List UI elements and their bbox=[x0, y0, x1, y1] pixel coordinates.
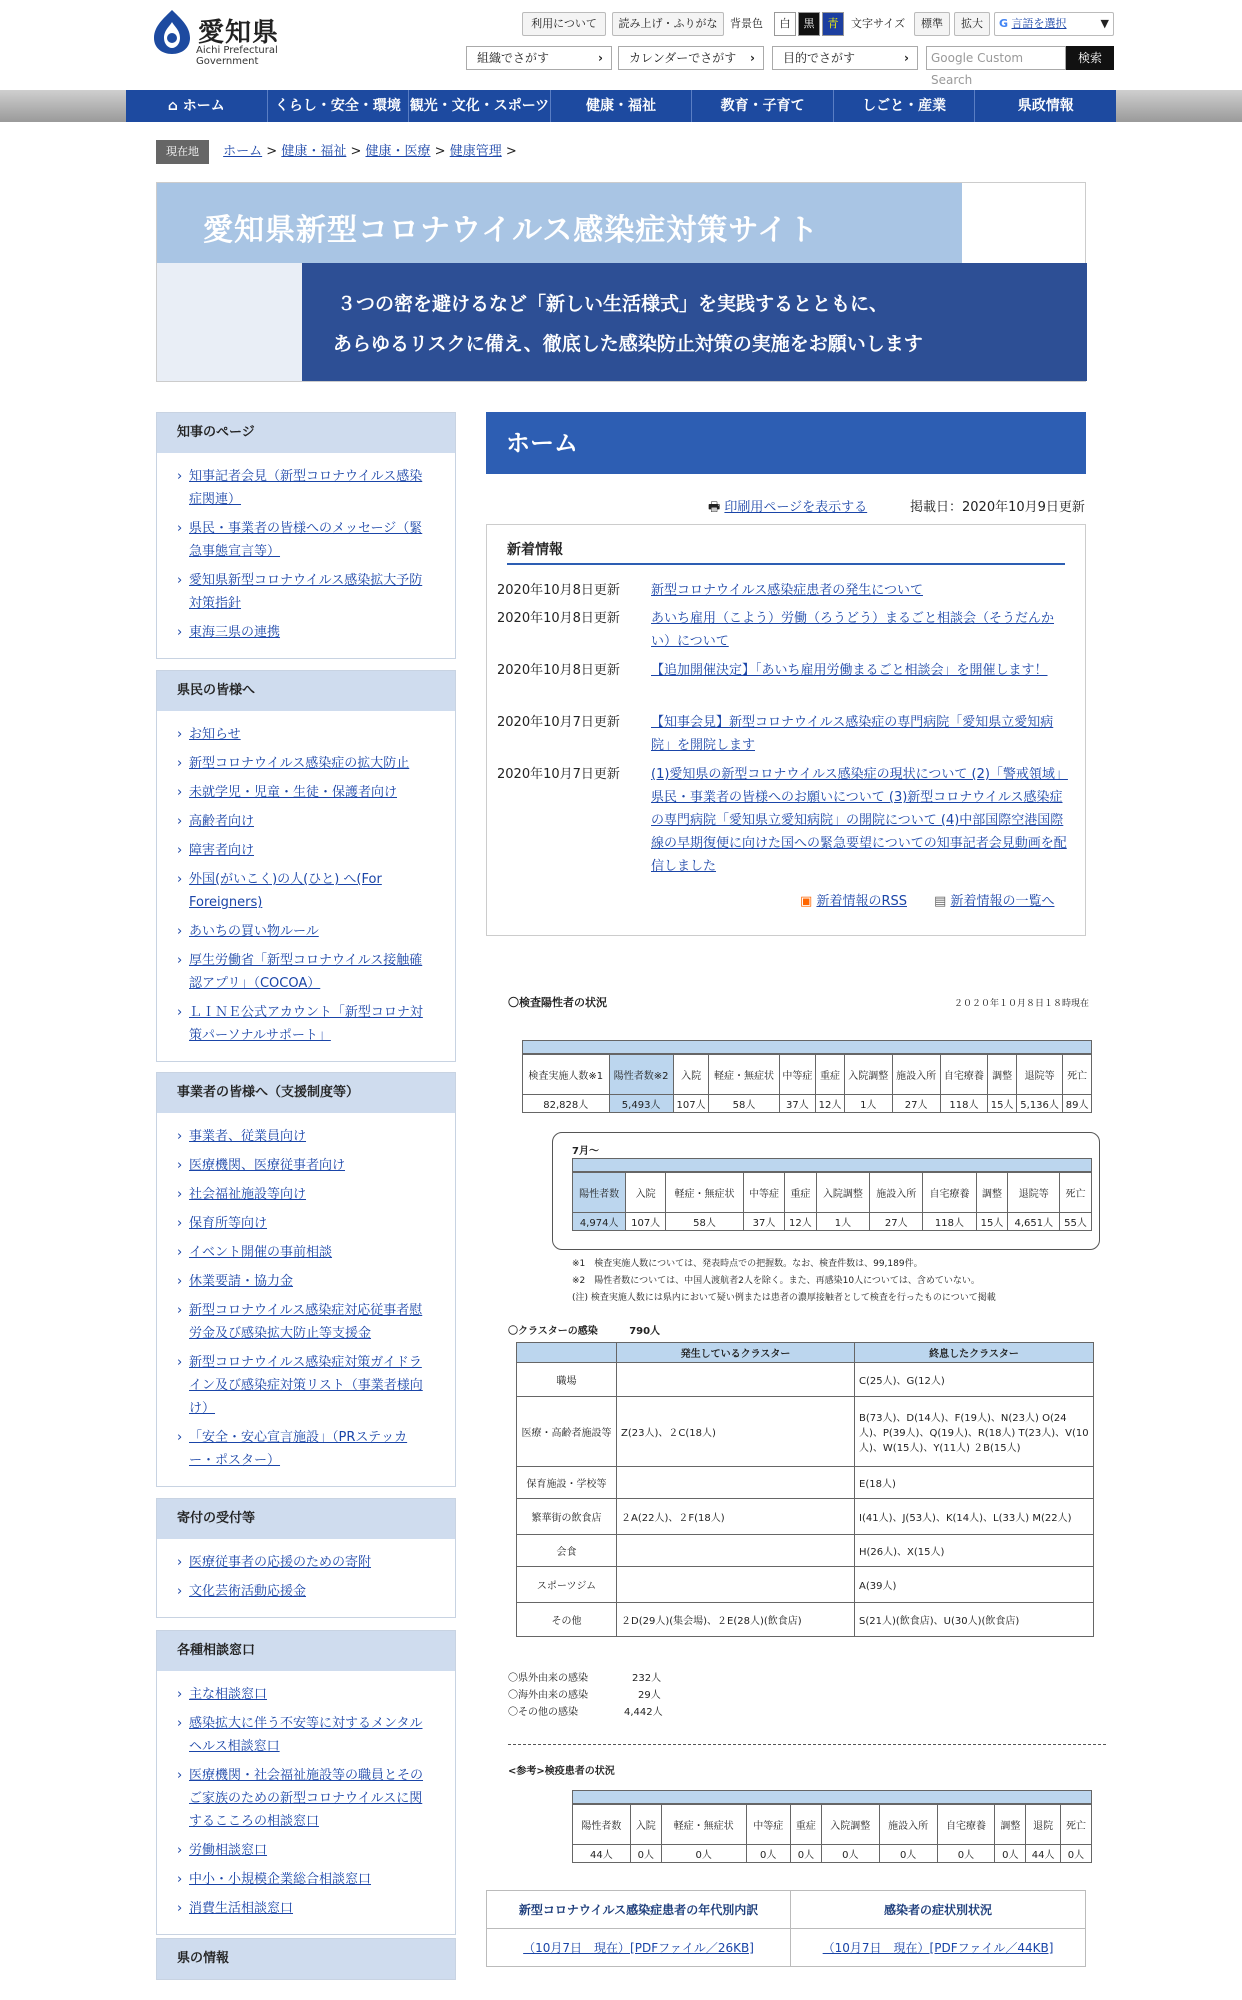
sidebar-list bbox=[157, 711, 455, 1061]
covid-banner[interactable] bbox=[156, 182, 1086, 382]
divider bbox=[508, 1744, 1106, 1745]
sidebar-item bbox=[177, 1868, 431, 1891]
sidebar-link[interactable]: イベント開催の事前相談 bbox=[189, 1245, 333, 1260]
banner-left-block bbox=[157, 263, 302, 381]
stat-header-cell: 死亡 bbox=[1063, 1055, 1092, 1095]
stat-value-cell: 1人 bbox=[816, 1213, 869, 1231]
sidebar-item bbox=[177, 517, 431, 563]
search-button[interactable]: 検索 bbox=[1066, 46, 1114, 70]
stat-header-cell: 調整 bbox=[995, 1805, 1026, 1845]
sidebar-link[interactable]: 知事記者会見（新型コロナウイルス感染症関連） bbox=[189, 469, 423, 507]
stat-value-cell: 0人 bbox=[630, 1845, 661, 1863]
logo-subtitle: Aichi Prefectural Government bbox=[196, 45, 278, 67]
cluster-closed-cell: A(39人) bbox=[855, 1567, 1094, 1603]
pdf-link[interactable]: （10月7日 現在）[PDFファイル／26KB] bbox=[523, 1941, 754, 1955]
other-infection-row bbox=[508, 1687, 663, 1704]
stat-header-cell: 入院 bbox=[673, 1055, 709, 1095]
status-note: ※1 検査実施人数については、発表時点での把握数。なお、検査件数は、99,189件。 bbox=[572, 1259, 923, 1269]
chevron-right-icon: › bbox=[750, 51, 755, 65]
pdf-table bbox=[486, 1890, 1086, 1967]
news-link[interactable]: 新型コロナウイルス感染症患者の発生について bbox=[651, 583, 923, 598]
stat-value-cell: 15人 bbox=[988, 1095, 1017, 1113]
sidebar-item bbox=[177, 781, 431, 804]
news-link[interactable]: 【知事会見】新型コロナウイルス感染症の専門病院「愛知県立愛知病院」を開院します bbox=[651, 715, 1054, 753]
stat-header-cell: 死亡 bbox=[1060, 1805, 1091, 1845]
font-large-button[interactable]: 拡大 bbox=[954, 12, 990, 36]
stat-value-cell: 118人 bbox=[940, 1095, 988, 1113]
status-note: ※2 陽性者数については、中国人渡航者2人を除く。また、再感染10人については、含めていない。 bbox=[572, 1276, 980, 1286]
gnav-work[interactable]: しごと・産業 bbox=[834, 90, 976, 122]
sidebar-list bbox=[157, 1671, 455, 1934]
sidebar-link[interactable]: 主な相談窓口 bbox=[189, 1687, 268, 1702]
cluster-category-cell: スポーツジム bbox=[517, 1567, 617, 1603]
stat-value-cell: 5,136人 bbox=[1016, 1095, 1062, 1113]
prefecture-emblem-icon bbox=[150, 8, 194, 56]
sidebar-item bbox=[177, 1125, 431, 1148]
status-title: 〇検査陽性者の状況 bbox=[508, 996, 607, 1009]
cluster-row bbox=[517, 1603, 1094, 1637]
rss-icon: ▣ bbox=[800, 894, 813, 909]
search-by-purpose-select[interactable] bbox=[772, 46, 918, 70]
bg-color-label: 背景色 bbox=[730, 17, 763, 30]
gnav-tourism[interactable]: 観光・文化・スポーツ bbox=[409, 90, 551, 122]
sidebar-item bbox=[177, 1580, 431, 1603]
sidebar-item bbox=[177, 839, 431, 862]
sidebar-section-title: 各種相談窓口 bbox=[157, 1631, 455, 1671]
sidebar-item bbox=[177, 1551, 431, 1574]
news-date: 2020年10月8日更新 bbox=[497, 583, 620, 598]
stat-value-cell: 37人 bbox=[744, 1213, 785, 1231]
cluster-active-cell bbox=[617, 1567, 855, 1603]
cluster-category-cell: 繁華街の飲食店 bbox=[517, 1499, 617, 1535]
stat-value-cell: 44人 bbox=[1026, 1845, 1061, 1863]
stat-header-cell: 軽症・無症状 bbox=[661, 1805, 746, 1845]
other-infection-row bbox=[508, 1670, 663, 1687]
sidebar-link[interactable]: 東海三県の連携 bbox=[189, 625, 281, 640]
sidebar-item bbox=[177, 752, 431, 775]
breadcrumb-link[interactable]: 健康管理 bbox=[449, 144, 502, 159]
cluster-category-cell: 会食 bbox=[517, 1535, 617, 1567]
sidebar-link[interactable]: 感染拡大に伴う不安等に対するメンタルヘルス相談窓口 bbox=[189, 1716, 423, 1754]
breadcrumb-link[interactable]: ホーム bbox=[223, 144, 263, 159]
cluster-closed-cell: H(26人)、X(15人) bbox=[855, 1535, 1094, 1567]
stat-value-cell: 5,493人 bbox=[609, 1095, 673, 1113]
stat-value-cell: 118人 bbox=[923, 1213, 976, 1231]
bg-white-button[interactable]: 白 bbox=[774, 12, 796, 36]
news-link[interactable]: (1)愛知県の新型コロナウイルス感染症の現状について (2)「警戒領域」県民・事業者の皆様へのお願いについて (3)新型コロナウイルス感染症の専門病院「愛知県立愛知病院」の開院について (4)中部国際空港国際線の早期復便に向けた国への緊急要望についての知事記者会見動画を配信しました bbox=[651, 767, 1068, 874]
status-table bbox=[522, 1054, 1092, 1113]
dropdown-arrow-icon: ▼ bbox=[1100, 17, 1109, 30]
sidebar-item bbox=[177, 723, 431, 746]
gnav-health[interactable]: 健康・福祉 bbox=[551, 90, 693, 122]
sidebar-item bbox=[177, 810, 431, 833]
stat-header-cell: 死亡 bbox=[1060, 1173, 1092, 1213]
stat-value-cell: 0人 bbox=[995, 1845, 1026, 1863]
sidebar-item bbox=[177, 1001, 431, 1047]
print-link-label[interactable]: 印刷用ページを表示する bbox=[724, 500, 868, 515]
reference-table bbox=[572, 1804, 1092, 1863]
other-infection-label: 〇海外由来の感染 bbox=[508, 1690, 588, 1701]
sidebar-item bbox=[177, 1241, 431, 1264]
cluster-active-cell: ２A(22人)、２F(18人) bbox=[617, 1499, 855, 1535]
sidebar-item bbox=[177, 949, 431, 995]
cluster-table bbox=[516, 1342, 1094, 1637]
news-date: 2020年10月8日更新 bbox=[497, 611, 620, 626]
other-infection-value: 232人 bbox=[632, 1673, 662, 1684]
stat-header-cell: 軽症・無症状 bbox=[709, 1055, 779, 1095]
cluster-row bbox=[517, 1397, 1094, 1467]
sidebar-link[interactable]: 外国(がいこく)の人(ひと) へ(For Foreigners) bbox=[189, 872, 382, 910]
sidebar-link[interactable]: 新型コロナウイルス感染症の拡大防止 bbox=[189, 756, 410, 771]
sidebar-link[interactable]: ＬＩＮＥ公式アカウント「新型コロナ対策パーソナルサポート」 bbox=[189, 1005, 423, 1043]
gnav-label: ホーム bbox=[182, 98, 225, 114]
sidebar-list bbox=[157, 1113, 455, 1486]
cluster-closed-cell: E(18人) bbox=[855, 1467, 1094, 1499]
status-notes bbox=[572, 1256, 996, 1307]
cluster-row bbox=[517, 1467, 1094, 1499]
sidebar-link[interactable]: 保育所等向け bbox=[189, 1216, 268, 1231]
sidebar-list bbox=[157, 453, 455, 658]
stat-value-cell: 58人 bbox=[709, 1095, 779, 1113]
site-header bbox=[0, 0, 1242, 92]
gnav-home[interactable] bbox=[126, 90, 268, 122]
banner-message-line1: ３つの密を避けるなど「新しい生活様式」を実践するとともに、 bbox=[337, 293, 889, 315]
stat-header-cell: 施設入所 bbox=[892, 1055, 940, 1095]
stat-value-cell: 27人 bbox=[892, 1095, 940, 1113]
stat-value-cell: 12人 bbox=[784, 1213, 816, 1231]
cluster-header-closed: 終息したクラスター bbox=[855, 1343, 1094, 1363]
other-infection-row bbox=[508, 1704, 663, 1721]
news-title-underline bbox=[507, 563, 1065, 565]
stat-header-cell: 軽症・無症状 bbox=[666, 1173, 744, 1213]
cluster-count: 790人 bbox=[629, 1326, 661, 1337]
sidebar-link[interactable]: 新型コロナウイルス感染症対応従事者慰労金及び感染拡大防止等支援金 bbox=[189, 1303, 423, 1341]
sidebar-link[interactable]: 厚生労働省「新型コロナウイルス接触確認アプリ」（COCOA） bbox=[189, 953, 423, 991]
cluster-title-label: 〇クラスターの感染 bbox=[508, 1326, 598, 1337]
stat-header-cell: 陽性者数※2 bbox=[609, 1055, 673, 1095]
sidebar-link[interactable]: 文化芸術活動応援金 bbox=[189, 1584, 307, 1599]
site-logo[interactable] bbox=[150, 8, 340, 67]
stat-header-cell: 入院調整 bbox=[821, 1805, 879, 1845]
other-infection-list bbox=[508, 1670, 663, 1721]
breadcrumb-link[interactable]: 健康・医療 bbox=[365, 144, 431, 159]
select-label: 組織でさがす bbox=[477, 51, 550, 65]
stat-value-cell: 1人 bbox=[844, 1095, 892, 1113]
select-label: 目的でさがす bbox=[783, 51, 856, 65]
sidebar-item bbox=[177, 1183, 431, 1206]
gnav-life[interactable]: くらし・安全・環境 bbox=[268, 90, 410, 122]
site-search-input[interactable]: Google Custom Search bbox=[926, 46, 1066, 70]
sidebar-link[interactable]: 医療機関・社会福祉施設等の職員とそのご家族のための新型コロナウイルスに関するこころの相談窓口 bbox=[189, 1768, 424, 1829]
stat-header-cell: 自宅療養 bbox=[937, 1805, 995, 1845]
sidebar-item bbox=[177, 621, 431, 644]
stat-header-cell: 自宅療養 bbox=[940, 1055, 988, 1095]
sidebar-item bbox=[177, 1839, 431, 1862]
stat-value-cell: 27人 bbox=[870, 1213, 923, 1231]
sidebar-section bbox=[156, 670, 456, 1062]
news-link[interactable]: 【追加開催決定】「あいち雇用労働まるごと相談会」を開催します！ bbox=[651, 663, 1048, 678]
stat-value-cell: 107人 bbox=[673, 1095, 709, 1113]
cluster-closed-cell: S(21人)(飲食店)、U(30人)(飲食店) bbox=[855, 1603, 1094, 1637]
cluster-category-cell: 医療・高齢者施設等 bbox=[517, 1397, 617, 1467]
news-date: 2020年10月8日更新 bbox=[497, 663, 620, 678]
bg-black-button[interactable]: 黒 bbox=[798, 12, 820, 36]
stat-value-cell: 0人 bbox=[937, 1845, 995, 1863]
status-asof: ２０２０年１０月８日１８時現在 bbox=[954, 999, 1090, 1009]
cluster-closed-cell: I(41人)、J(53人)、K(14人)、L(33人) M(22人) bbox=[855, 1499, 1094, 1535]
sidebar-item bbox=[177, 1712, 431, 1758]
news-link[interactable]: あいち雇用（こよう）労働（ろうどう）まるごと相談会（そうだんかい）について bbox=[651, 611, 1055, 649]
stat-header-cell: 中等症 bbox=[746, 1805, 790, 1845]
sidebar-item bbox=[177, 465, 431, 511]
about-button[interactable]: 利用について bbox=[522, 12, 606, 36]
cluster-active-cell: Z(23人)、２C(18人) bbox=[617, 1397, 855, 1467]
stat-header-cell: 中等症 bbox=[779, 1055, 816, 1095]
stat-value-cell: 37人 bbox=[779, 1095, 816, 1113]
stat-header-cell: 中等症 bbox=[744, 1173, 785, 1213]
pdf-col1-title: 新型コロナウイルス感染症患者の年代別内訳 bbox=[487, 1891, 791, 1929]
global-nav bbox=[126, 90, 1116, 122]
stat-value-cell: 55人 bbox=[1060, 1213, 1092, 1231]
rss-link[interactable] bbox=[800, 890, 907, 909]
cluster-active-cell bbox=[617, 1467, 855, 1499]
list-icon: ▤ bbox=[934, 894, 947, 909]
cluster-active-cell: ２D(29人)(集会場)、２E(28人)(飲食店) bbox=[617, 1603, 855, 1637]
july-label: 7月～ bbox=[572, 1146, 599, 1157]
sidebar-link[interactable]: お知らせ bbox=[189, 727, 241, 742]
cluster-header-blank bbox=[517, 1343, 617, 1363]
cluster-title bbox=[508, 1322, 660, 1337]
sidebar-link[interactable]: 障害者向け bbox=[189, 843, 255, 858]
banner-message-block bbox=[302, 263, 1087, 381]
stat-header-cell: 退院 bbox=[1026, 1805, 1061, 1845]
news-box bbox=[486, 524, 1086, 936]
stat-value-cell: 107人 bbox=[626, 1213, 666, 1231]
stat-header-cell: 重症 bbox=[816, 1055, 845, 1095]
stat-value-cell: 0人 bbox=[821, 1845, 879, 1863]
search-by-org-select[interactable] bbox=[466, 46, 612, 70]
chevron-right-icon: › bbox=[598, 51, 603, 65]
sidebar-item bbox=[177, 1270, 431, 1293]
stat-value-cell: 44人 bbox=[573, 1845, 631, 1863]
sidebar-item bbox=[177, 920, 431, 943]
sidebar-section bbox=[156, 412, 456, 659]
pdf-col2-cell bbox=[791, 1929, 1086, 1967]
stat-header-cell: 入院 bbox=[626, 1173, 666, 1213]
stat-header-cell: 陽性者数 bbox=[573, 1805, 631, 1845]
sidebar-item bbox=[177, 1897, 431, 1920]
breadcrumb-link[interactable]: 健康・福祉 bbox=[281, 144, 347, 159]
sidebar-item bbox=[177, 1683, 431, 1706]
cluster-row bbox=[517, 1567, 1094, 1603]
sidebar-link[interactable]: 休業要請・協力金 bbox=[189, 1274, 294, 1289]
stat-value-cell: 0人 bbox=[661, 1845, 746, 1863]
pdf-col2-title: 感染者の症状別状況 bbox=[791, 1891, 1086, 1929]
stat-value-cell: 0人 bbox=[879, 1845, 937, 1863]
stat-value-cell: 15人 bbox=[976, 1213, 1008, 1231]
cluster-category-cell: その他 bbox=[517, 1603, 617, 1637]
sidebar-section-title: 県民の皆様へ bbox=[157, 671, 455, 711]
cluster-active-cell bbox=[617, 1535, 855, 1567]
search-by-calendar-select[interactable] bbox=[618, 46, 764, 70]
sidebar-link[interactable]: 中小・小規模企業総合相談窓口 bbox=[189, 1872, 372, 1887]
sidebar-item bbox=[177, 1426, 431, 1472]
sidebar-link[interactable]: 未就学児・児童・生徒・保護者向け bbox=[189, 785, 398, 800]
gnav-government[interactable]: 県政情報 bbox=[1017, 98, 1074, 114]
home-icon: ⌂ bbox=[167, 98, 183, 114]
language-label: 言語を選択 bbox=[1011, 17, 1067, 30]
sidebar-section bbox=[156, 1630, 456, 1935]
sidebar-link[interactable]: 愛知県新型コロナウイルス感染拡大予防対策指針 bbox=[189, 573, 423, 611]
print-link[interactable] bbox=[708, 496, 867, 520]
page-title: ホーム bbox=[486, 412, 1086, 474]
cluster-row bbox=[517, 1363, 1094, 1397]
stat-header-cell: 施設入所 bbox=[870, 1173, 923, 1213]
sidebar-link[interactable]: 事業者、従業員向け bbox=[189, 1129, 307, 1144]
news-title: 新着情報 bbox=[507, 542, 563, 558]
printer-icon: 🖶 bbox=[708, 500, 721, 515]
cluster-category-cell: 保育施設・学校等 bbox=[517, 1467, 617, 1499]
sidebar-link[interactable]: 「安全・安心宣言施設」（PRステッカー・ポスター） bbox=[189, 1430, 408, 1468]
reading-button[interactable]: 読み上げ・ふりがな bbox=[612, 12, 724, 36]
cluster-active-cell bbox=[617, 1363, 855, 1397]
font-standard-button[interactable]: 標準 bbox=[914, 12, 950, 36]
sidebar-link[interactable]: 社会福祉施設等向け bbox=[189, 1187, 307, 1202]
sidebar-section-title: 知事のページ bbox=[157, 413, 455, 453]
cluster-row bbox=[517, 1499, 1094, 1535]
sidebar-list bbox=[157, 1539, 455, 1617]
stat-value-cell: 0人 bbox=[1060, 1845, 1091, 1863]
sidebar-section-title: 県の情報 bbox=[157, 1939, 455, 1979]
status-note: (注) 検査実施人数には県内において疑い例または患者の濃厚接触者として検査を行ったものについて掲載 bbox=[572, 1293, 996, 1303]
stat-value-cell: 0人 bbox=[790, 1845, 821, 1863]
stat-value-cell: 0人 bbox=[746, 1845, 790, 1863]
other-infection-value: 29人 bbox=[638, 1690, 661, 1701]
reference-title: <参考>検疫患者の状況 bbox=[508, 1766, 615, 1777]
stat-value-cell: 4,974人 bbox=[573, 1213, 626, 1231]
stat-header-cell: 陽性者数 bbox=[573, 1173, 626, 1213]
sidebar-link[interactable]: 県民・事業者の皆様へのメッセージ（緊急事態宣言等） bbox=[189, 521, 423, 559]
language-select[interactable] bbox=[994, 12, 1114, 36]
sidebar-section-title: 寄付の受付等 bbox=[157, 1499, 455, 1539]
sidebar-section bbox=[156, 1938, 456, 1980]
sidebar-item bbox=[177, 1351, 431, 1420]
sidebar-item bbox=[177, 1212, 431, 1235]
stat-value-cell: 82,828人 bbox=[523, 1095, 610, 1113]
other-infection-label: 〇県外由来の感染 bbox=[508, 1673, 588, 1684]
other-infection-value: 4,442人 bbox=[624, 1707, 663, 1718]
sidebar-link[interactable]: 医療従事者の応援のための寄附 bbox=[189, 1555, 372, 1570]
cluster-closed-cell: B(73人)、D(14人)、F(19人)、N(23人) O(24人)、P(39人)、Q(19人)、R(18人) T(23人)、V(10人)、W(15人)、Y(11人) ２B(15人) bbox=[855, 1397, 1094, 1467]
stat-header-cell: 重症 bbox=[790, 1805, 821, 1845]
cluster-row bbox=[517, 1535, 1094, 1567]
news-date: 2020年10月7日更新 bbox=[497, 767, 620, 782]
chevron-right-icon: › bbox=[904, 51, 909, 65]
sidebar-link[interactable]: 高齢者向け bbox=[189, 814, 255, 829]
cluster-closed-cell: C(25人)、G(12人) bbox=[855, 1363, 1094, 1397]
select-label: カレンダーでさがす bbox=[629, 51, 737, 65]
logo-name: 愛知県 bbox=[198, 18, 280, 48]
current-location-label: 現在地 bbox=[156, 140, 209, 164]
news-date: 2020年10月7日更新 bbox=[497, 715, 620, 730]
stat-header-cell: 入院調整 bbox=[844, 1055, 892, 1095]
sidebar-section-title: 事業者の皆様へ（支援制度等） bbox=[157, 1073, 455, 1113]
breadcrumb: 現在地 ホーム > 健康・福祉 > 健康・医療 > 健康管理 > bbox=[156, 140, 517, 164]
sidebar-link[interactable]: 医療機関、医療従事者向け bbox=[189, 1158, 346, 1173]
stat-value-cell: 12人 bbox=[816, 1095, 845, 1113]
cluster-header-active: 発生しているクラスター bbox=[617, 1343, 855, 1363]
banner-title: 愛知県新型コロナウイルス感染症対策サイト bbox=[203, 213, 820, 248]
status-table-top-bar bbox=[522, 1040, 1092, 1054]
gnav-education[interactable]: 教育・子育て bbox=[692, 90, 834, 122]
sidebar-link[interactable]: 労働相談窓口 bbox=[189, 1843, 268, 1858]
pdf-link[interactable]: （10月7日 現在）[PDFファイル／44KB] bbox=[822, 1941, 1054, 1955]
stat-header-cell: 調整 bbox=[988, 1055, 1017, 1095]
banner-message-line2: あらゆるリスクに備え、徹底した感染防止対策の実施をお願いします bbox=[333, 333, 923, 355]
stat-value-cell: 89人 bbox=[1063, 1095, 1092, 1113]
sidebar-section bbox=[156, 1498, 456, 1618]
sidebar-item bbox=[177, 868, 431, 914]
news-list-link[interactable] bbox=[934, 890, 1054, 909]
cluster-category-cell: 職場 bbox=[517, 1363, 617, 1397]
stat-header-cell: 自宅療養 bbox=[923, 1173, 976, 1213]
stat-header-cell: 退院等 bbox=[1008, 1173, 1060, 1213]
july-table-top-bar bbox=[572, 1158, 1092, 1172]
google-g-icon: G bbox=[999, 17, 1009, 30]
pdf-col1-cell bbox=[487, 1929, 791, 1967]
bg-blue-button[interactable]: 青 bbox=[822, 12, 844, 36]
sidebar-link[interactable]: 新型コロナウイルス感染症対策ガイドライン及び感染症対策リスト（事業者様向け） bbox=[189, 1355, 423, 1416]
reference-table-top-bar bbox=[572, 1790, 1092, 1804]
rss-label[interactable]: 新着情報のRSS bbox=[816, 894, 907, 909]
sidebar-link[interactable]: あいちの買い物ルール bbox=[189, 924, 319, 939]
stat-header-cell: 調整 bbox=[976, 1173, 1008, 1213]
stat-value-cell: 4,651人 bbox=[1008, 1213, 1060, 1231]
stat-header-cell: 施設入所 bbox=[879, 1805, 937, 1845]
sidebar-section bbox=[156, 1072, 456, 1487]
stat-header-cell: 重症 bbox=[784, 1173, 816, 1213]
font-size-label: 文字サイズ bbox=[851, 17, 906, 30]
sidebar-link[interactable]: 消費生活相談窓口 bbox=[189, 1901, 294, 1916]
sidebar-item bbox=[177, 569, 431, 615]
other-infection-label: 〇その他の感染 bbox=[508, 1707, 578, 1718]
stat-header-cell: 退院等 bbox=[1016, 1055, 1062, 1095]
july-table bbox=[572, 1172, 1092, 1231]
publish-date: 掲載日：2020年10月9日更新 bbox=[910, 500, 1085, 515]
stat-value-cell: 58人 bbox=[666, 1213, 744, 1231]
stat-header-cell: 検査実施人数※1 bbox=[523, 1055, 610, 1095]
sidebar-item bbox=[177, 1299, 431, 1345]
stat-header-cell: 入院 bbox=[630, 1805, 661, 1845]
stat-header-cell: 入院調整 bbox=[816, 1173, 869, 1213]
news-list-label[interactable]: 新着情報の一覧へ bbox=[950, 894, 1055, 909]
sidebar-item bbox=[177, 1764, 431, 1833]
sidebar-item bbox=[177, 1154, 431, 1177]
